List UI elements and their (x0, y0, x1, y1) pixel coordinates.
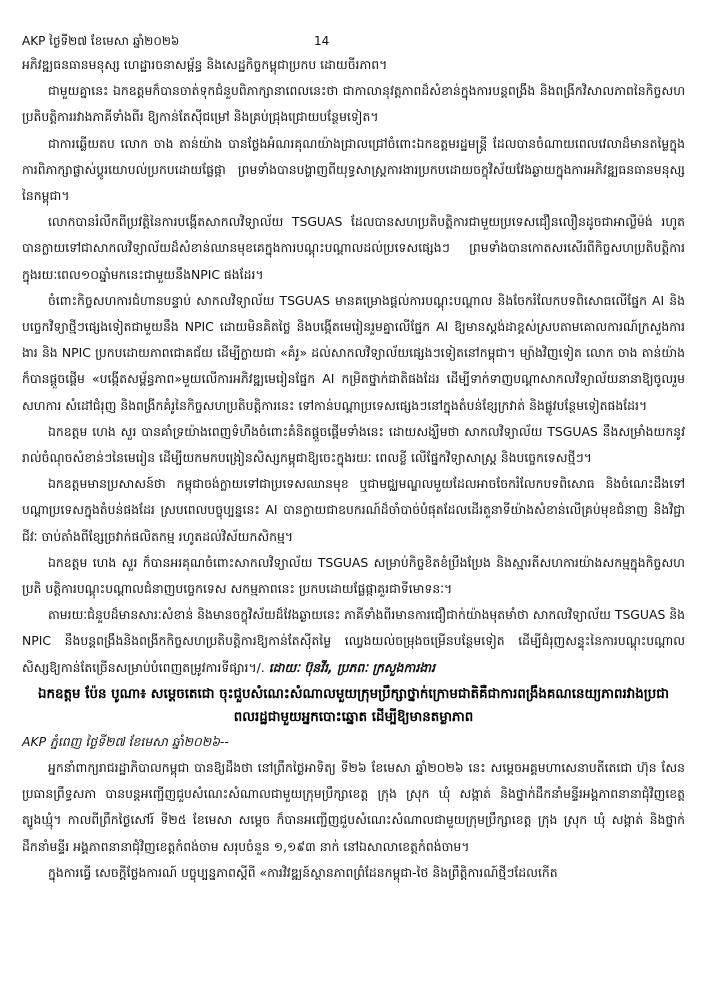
article-senate-president (22, 683, 685, 886)
page-number: 14 (314, 34, 330, 48)
article-headline: ឯកឧត្តម ប៉ែន បូណា៖ សម្តេចតេជោ ចុះជួបសំណេះសំណាលមួយក្រុមប្រឹក្សាថ្នាក់ក្រោមជាតិគឺជាការពង្រឹងគណនេយ្យភាពរវាងប្រជាពលរដ្ឋជាមួយអ្នកបោះឆ្នោត ដើម្បីឱ្យមានតម្លាភាព (38, 686, 669, 725)
paragraph: លោកបានរំលឹកពីប្រវត្តិនៃការបង្កើតសាកលវិទ្យាល័យ TSGUAS ដែលបានសហប្រតិបត្តិការជាមួយប្រទេសជឿនលឿនដូចជាអាល្លឺម៉ង់ រហូតបានក្លាយទៅជាសាកលវិទ្យាល័យដ៏សំខាន់ឈានមុខគេក្នុងការបណ្តុះបណ្តាលដល់ប្រទេសផ្សេងៗ ព្រមទាំងបានកោតសរសើរពីកិច្ចសហប្រតិបត្តិការក្នុងរយៈពេល១០ឆ្នាំមកនេះជាមួយនឹងNPIC ផងដែរ។ (22, 214, 685, 282)
byline: ដោយៈ ប៊ុនវីរ, ប្រភពៈ ក្រសួងការងារ (268, 659, 436, 675)
paragraph: ចំពោះកិច្ចសហការជំហានបន្ទាប់ សាកលវិទ្យាល័យ TSGUAS មានគម្រោងផ្តល់ការបណ្តុះបណ្តាល និងចែករំលែកបទពិសោធលើផ្នែក AI និងបច្ចេកវិទ្យាថ្មីៗផ្សេងទៀតជាមួយនឹង NPIC ដោយមិនគិតថ្លៃ និងបង្កើតមេរៀនរួមគ្នាលើផ្នែក AI ឱ្យមានស្តង់ដាខ្ពស់ស្របតាមគោលការណ៍ក្រសួងការ ងារ និង NPIC ប្រកបដោយភាពជោគជ័យ ដើម្បីក្លាយជា «គំរូ» ដល់សាកលវិទ្យាល័យផ្សេងៗទៀតនៅកម្ពុជា។ ម្យ៉ាងវិញទៀត លោក ចាង តាន់យ៉ាង ក៏បានផ្តួចផ្តើម «បង្កើតសម្ព័ន្ធភាព»មួយលើការអភិវឌ្ឍមេរៀនផ្នែក AI កម្រិតថ្នាក់ជាតិផងដែរ ដើម្បីទាក់ទាញបណ្តាសាកលវិទ្យាល័យនានាឱ្យចូលរួមសហការ សំដៅជំរុញ និងពង្រីកគំរូនៃកិច្ចសហប្រតិបត្តិការនេះ ទៅកាន់បណ្តាប្រទេសផ្សេងៗនៅក្នុងតំបន់ខ្សែក្រវាត់ និងផ្លូវបន្ថែមទៀតផងដែរ។ (22, 292, 685, 413)
dateline: AKP ភ្នំពេញ ថ្ងៃទី២៧ ខែមេសា ឆ្នាំ២០២៦-- (22, 733, 229, 749)
paragraph: ក្នុងការធ្វើ សេចក្តីថ្លែងការណ៍ បច្ចុប្បន្នភាពស្តីពី «ការវិវឌ្ឍន៍ស្ថានភាពព្រំដែនកម្ពុជា-ថៃ និងព្រឹត្តិការណ៍ថ្មីៗដែលកើត (48, 864, 558, 880)
paragraph: ឯកឧត្តម ហេង សួរ បានគាំទ្រយ៉ាងពេញទំហឹងចំពោះគំនិតផ្តួចផ្តើមទាំងនេះ ដោយសង្ឃឹមថា សាកលវិទ្យាល័យ TSGUAS នឹងសម្រាំងយកនូវរាល់ចំណុចសំខាន់ៗនៃមេរៀន ដើម្បីយកមកបង្រៀនសិស្សកម្ពុជាឱ្យចេះក្នុងរយៈ ពេលខ្លី លើផ្នែកវិទ្យាសាស្ត្រ និងបច្ចេកទេសថ្មីៗ។ (22, 423, 685, 466)
paragraph: ឯកឧត្តមមានប្រសាសន៍ថា កម្ពុជាចង់ក្លាយទៅជាប្រទេសឈានមុខ ឬជាមជ្ឈមណ្ឌលមួយដែលអាចចែករំលែកបទពិសោធ និងចំណេះដឹងទៅបណ្តាប្រទេសក្នុងតំបន់ផងដែរ ស្របពេលបច្ចុប្បន្ននេះ AI បានក្លាយជាឧបករណ៍ដ៏ចាំបាច់បំផុតដែលដើរតួនាទីយ៉ាងសំខាន់លើគ្រប់មុខជំនាញ និងវិជ្ជាជីវៈ ចាប់តាំងពីខ្សែច្រវាក់ផលិតកម្ម រហូតដល់វិស័យកសិកម្ម។ (22, 476, 685, 544)
paragraph-with-byline (22, 602, 685, 681)
paragraph: អ្នកនាំពាក្យរាជរដ្ឋាភិបាលកម្ពុជា បានឱ្យដឹងថា នៅព្រឹកថ្ងៃអាទិត្យ ទី២៦ ខែមេសា ឆ្នាំ២០២៦ នេះ សម្តេចអគ្គមហាសេនាបតីតេជោ ហ៊ុន សែន ប្រធានព្រឹទ្ធសភា បានបន្តអញ្ជើញជួបសំណេះសំណាលជាមួយក្រុមប្រឹក្សាខេត្ត ក្រុង ស្រុក ឃុំ សង្កាត់ និងថ្នាក់ដឹកនាំមន្ទីរអង្គភាពនានាជុំវិញខេត្តត្បូងឃ្មុំ។ កាលពីព្រឹកថ្ងៃសៅរ៍ ទី២៥ ខែមេសា សម្តេច ក៏បានអញ្ជើញជួបសំណេះសំណាលជាមួយក្រុមប្រឹក្សាខេត្ត ក្រុង ស្រុក ឃុំ សង្កាត់ និងថ្នាក់ដឹកនាំមន្ទីរ អង្គភាពនានាជុំវិញខេត្តកំពង់ចាម សរុបចំនួន ១,១៩៣ នាក់ នៅឯសាលាខេត្តកំពង់ចាម។ (22, 760, 685, 854)
paragraph: តាមរយៈជំនួបដ៏មានសារៈសំខាន់ និងមានចក្ខុវិស័យដ៏វែងឆ្ងាយនេះ ភាគីទាំងពីរមានការជឿជាក់យ៉ាងមុតមាំថា សាកលវិទ្យាល័យ TSGUAS និង NPIC នឹងបន្តពង្រឹងនិងពង្រីកកិច្ចសហប្រតិបត្តិការឱ្យកាន់តែស៊ីតម្លៃ ឈ្វេងយល់ចម្រុងចម្រើនបន្ថែមទៀត ដើម្បីជំរុញសន្ទុះនៃការបណ្តុះបណ្តាលសិស្សឱ្យកាន់តែច្រើនសម្រាប់បំពេញតម្រូវការទីផ្សារ។/. (22, 607, 685, 675)
paragraph: ជាការឆ្លើយតប លោក ចាង តាន់យ៉ាង បានថ្លែងអំណរគុណយ៉ាងជ្រាលជ្រៅចំពោះឯកឧត្តមរដ្ឋមន្ត្រី ដែលបានចំណាយពេលវេលាដ៏មានតម្លៃក្នុងការពិភាក្សាផ្លាស់ប្តូរយោបល់ប្រកបដោយផ្លែផ្កា ព្រមទាំងបានបង្ហាញពីយុទ្ធសាស្ត្រការងារប្រកបដោយចក្ខុវិស័យវែងឆ្ងាយក្នុងការអភិវឌ្ឍធនធានមនុស្សនៃកម្ពុជា។ (22, 135, 685, 204)
paragraph: ឯកឧត្តម ហេង សួរ ក៏បានអរគុណចំពោះសាកលវិទ្យាល័យ TSGUAS សម្រាប់កិច្ចខិតខំប្រឹងប្រែង និងស្មារតីសហការយ៉ាងសកម្មក្នុងកិច្ចសហប្រតិ បត្តិការបណ្តុះបណ្តាលជំនាញបច្ចេកទេស សកម្មភាពនេះ ប្រកបដោយផ្លែផ្កាគួរជាទីមោទនៈ។ (22, 554, 685, 597)
paragraph: អភិវឌ្ឍធនធានមនុស្ស ហេដ្ឋារចនាសម្ព័ន្ធ និងសេដ្ឋកិច្ចកម្ពុជាប្រកប ដោយចីរភាព។ (22, 57, 388, 72)
article-tsguas (22, 52, 685, 681)
running-header: AKP ថ្ងៃទី២៧ ខែមេសា ឆ្នាំ២០២៦ (22, 34, 180, 48)
page-header (22, 28, 685, 52)
paragraph: ជាមួយគ្នានេះ ឯកឧត្តមក៏បានចាត់ទុកជំនួបពិភាក្សានាពេលនេះថា ជាកាលានុវត្តភាពដ៏សំខាន់ក្នុងការបន្តពង្រឹង និងពង្រីកវិសាលភាពនៃកិច្ចសហប្រតិបត្តិការរវាងភាគីទាំងពីរ ឱ្យកាន់តែស៊ីជម្រៅ និងគ្រប់ជ្រុងជ្រោយបន្ថែមទៀត។ (22, 83, 685, 125)
